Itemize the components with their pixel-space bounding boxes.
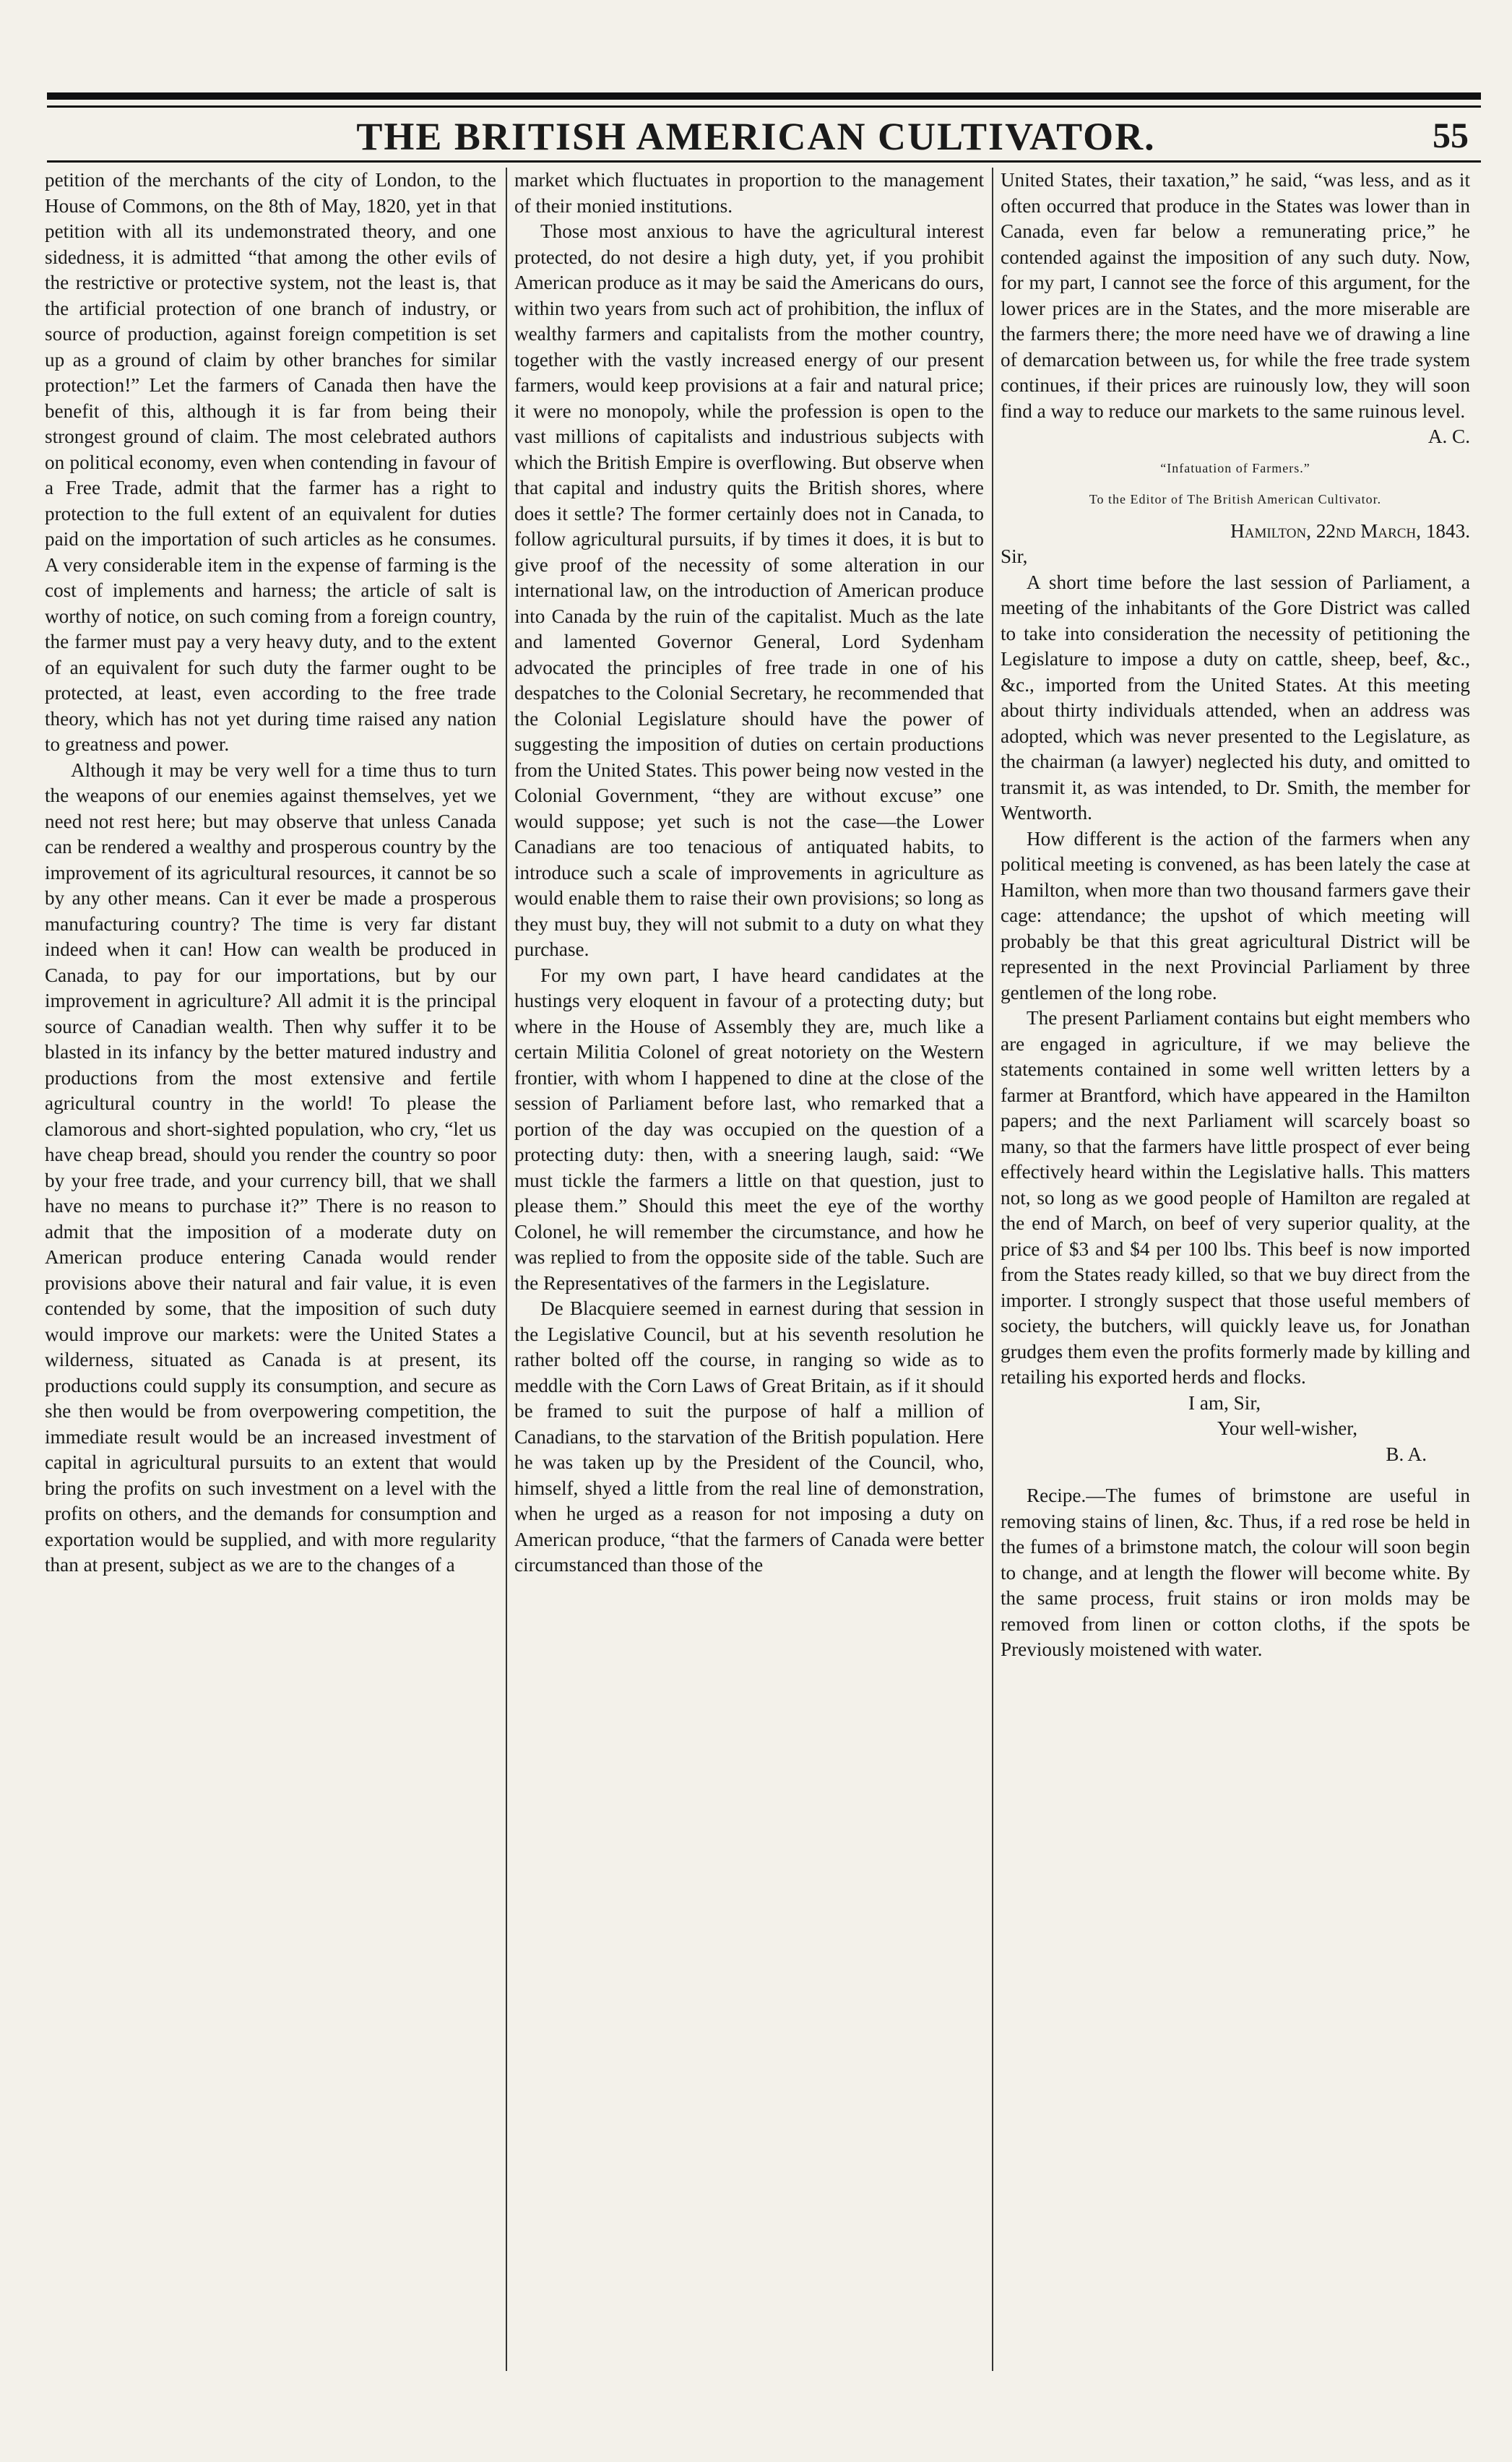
- column-1: [45, 168, 496, 2371]
- signature-ac: A. C.: [1427, 426, 1470, 447]
- article-heading: “Infatuation of Farmers.”: [1160, 460, 1310, 475]
- column-2: [514, 168, 984, 2371]
- closing: Your well-wisher,: [1217, 1417, 1358, 1439]
- closing: I am, Sir,: [1188, 1391, 1261, 1414]
- paragraph: petition of the merchants of the city of London, to the House of Commons, on the 8th of May, 1820, yet in that petition with all its undemonstrated theory, and one sidedness, it is admitted “that among the other evils of the restrictive or protective system, not the least is, that the artificial protection of one branch of industry, or source of production, against foreign competition is set up as a ground of claim by other branches for similar protection!” Let the farmers of Canada then have the benefit of this, although it is far from being their strongest ground of claim. The most celebrated authors on political economy, even when contending in favour of a Free Trade, admit that the farmer has a right to protection to the full extent of an equivalent for duties paid on the importation of such articles as he consumes. A very considerable item in the expense of farming is the cost of implements and harness; the article of salt is worthy of notice, on such coming from a foreign country, the farmer must pay a very heavy duty, and to the extent of an equivalent for such duty the farmer ought to be protected, at least, even according to the free trade theory, which has not yet during time raised any nation to greatness and power.: [45, 169, 496, 755]
- column-divider-1: [506, 168, 507, 2371]
- paragraph: A short time before the last session of Parliament, a meeting of the inhabitants of the Gore District was called to take into consideration the necessity of petitioning the Legislature to impose a duty on cattle, sheep, beef, &c., &c., imported from the United States. At this meeting about thirty individuals attended, when an address was adopted, which was never presented to the Legislature, as the chairman (a lawyer) neglected his duty, and omitted to transmit it, as was intended, to Dr. Smith, the member for Wentworth.: [1001, 571, 1470, 824]
- column-divider-2: [992, 168, 993, 2371]
- dateline: Hamilton, 22nd March, 1843.: [1230, 519, 1470, 542]
- page-number: 55: [1433, 115, 1469, 155]
- top-thick-rule: [47, 92, 1481, 100]
- letter-addressee: To the Editor of The British American Cultivator.: [1089, 492, 1382, 506]
- page-title: THE BRITISH AMERICAN CULTIVATOR.: [356, 115, 1156, 158]
- top-thin-rule: [47, 105, 1481, 108]
- header-rule: [47, 160, 1481, 163]
- paragraph: market which fluctuates in proportion to the management of their monied institutions.: [514, 169, 984, 217]
- recipe-paragraph: Recipe.—The fumes of brimstone are useful in removing stains of linen, &c. Thus, if a red rose be held in the fumes of a brimstone match, the colour will soon begin to change, and at length the flower will become white. By the same process, fruit stains or iron molds may be removed from linen or cotton cloths, if the spots be Previously moistened with water.: [1001, 1485, 1470, 1660]
- paragraph: For my own part, I have heard candidates at the hustings very eloquent in favour of a protecting duty; but where in the House of Assembly they are, much like a certain Militia Colonel of great notoriety on the Western frontier, with whom I happened to dine at the close of the session of Parliament before last, who remarked that a portion of the day was occupied on the question of a protecting duty: then, with a sneering laugh, said: “We must tickle the farmers a little on that question, just to please them.” Should this meet the eye of the worthy Colonel, he will remember the circumstance, and how he was replied to from the opposite side of the table. Such are the Representatives of the farmers in the Legislature.: [514, 964, 984, 1294]
- paragraph: Those most anxious to have the agricultural interest protected, do not desire a high duty, yet, if you prohibit American produce as it may be said the Americans do ours, within two years from such act of prohibition, the influx of wealthy farmers and capitalists from the mother country, together with the vastly increased energy of our present farmers, would keep provisions at a fair and natural price; it were no monopoly, while the profession is open to the vast millions of capitalists and industrious subjects with which the British Empire is overflowing. But observe when that capital and industry quits the British shores, where does it settle? The former certainly does not in Canada, to follow agricultural pursuits, if by times it does, it is but to give proof of the necessity of some alteration in our international law, on the introduction of American produce into Canada by the ruin of the capitalist. Much as the late and lamented Governor General, Lord Sydenham advocated the principles of free trade in one of his despatches to the Colonial Secretary, he recommended that the Colonial Legislature should have the power of suggesting the imposition of duties on certain productions from the United States. This power being now vested in the Colonial Government, “they are without excuse” one would suppose; yet such is not the case—the Lower Canadians are too tenacious of antiquated habits, to introduce such a scale of improvements in agriculture as would enable them to raise their own provisions; so long as they must buy, they will not submit to a duty on what they purchase.: [514, 220, 984, 960]
- paragraph: How different is the action of the farmers when any political meeting is convened, as has been lately the case at Hamilton, when more than two thousand farmers gave their cage: attendance; the upshot of which meeting will probably be that this great agricultural District will be represented in the next Provincial Parliament by three gentlemen of the long robe.: [1001, 827, 1470, 1003]
- paragraph: De Blacquiere seemed in earnest during that session in the Legislative Council, but at his seventh resolution he rather bolted off the course, in ranging so wide as to meddle with the Corn Laws of Great Britain, as if it should be framed to suit the purpose of half a million of Canadians, to the starvation of the British population. Here he was taken up by the President of the Council, who, himself, shyed a little from the real line of demonstration, when he urged as a reason for not imposing a duty on American produce, “that the farmers of Canada were better circumstanced than those of the: [514, 1297, 984, 1576]
- paragraph: Although it may be very well for a time thus to turn the weapons of our enemies against themselves, yet we need not rest here; but may observe that unless Canada can be rendered a wealthy and prosperous country by the improvement of its agricultural resources, it cannot be so by any other means. Can it ever be made a prosperous manufacturing country? The time is very far distant indeed when it can! How can wealth be produced in Canada, to pay for our importations, but by our improvement in agriculture? All admit it is the principal source of Canadian wealth. Then why suffer it to be blasted in its infancy by the better matured industry and productions from the most extensive and fertile agricultural country in the world! To please the clamorous and short-sighted population, who cry, “let us have cheap bread, should you render the country so poor by your free trade, and your currency bill, that we shall have no means to purchase it?” There is no reason to admit that the imposition of a moderate duty on American produce entering Canada would render provisions above their natural and fair value, it is even contended by some, that the imposition of such duty would improve our markets: were the United States a wilderness, situated as Canada is at present, its productions could supply its consumption, and secure as she then would be from overpowering competition, the immediate result would be an increased investment of capital in agricultural pursuits to an extent that would bring the profits on such investment on a level with the profits on others, and the demands for consumption and exportation would be supplied, and with more regularity than at present, subject as we are to the changes of a: [45, 759, 496, 1576]
- paragraph: United States, their taxation,” he said, “was less, and as it often occurred that produce in the States was lower than in Canada, even far below a remunerating price,” he contended against the imposition of any such duty. Now, for my part, I cannot see the force of this argument, for the lower prices are in the States, and the more miserable are the farmers there; the more need have we of drawing a line of demarcation between us, for while the free trade system continues, if their prices are ruinously low, they will soon find a way to reduce our markets to the same ruinous level.: [1001, 169, 1470, 422]
- paragraph: The present Parliament contains but eight members who are engaged in agriculture, if we may believe the statements contained in some well written letters by a farmer at Brantford, which have appeared in the Hamilton papers; and the next Parliament will scarcely boast so many, so that the farmers have little prospect of ever being effectively heard within the Legislative halls. This matters not, so long as we good people of Hamilton are regaled at the end of March, on beef of very superior quality, at the price of $3 and $4 per 100 lbs. This beef is now imported from the States ready killed, so that we buy direct from the importer. I strongly suspect that those useful members of society, the butchers, will quickly leave us, for Jonathan grudges them even the profits formerly made by killing and retailing his exported herds and flocks.: [1001, 1007, 1470, 1388]
- column-3: [1001, 168, 1470, 2371]
- salutation: Sir,: [1001, 545, 1028, 567]
- signature-ba: B. A.: [1386, 1443, 1427, 1465]
